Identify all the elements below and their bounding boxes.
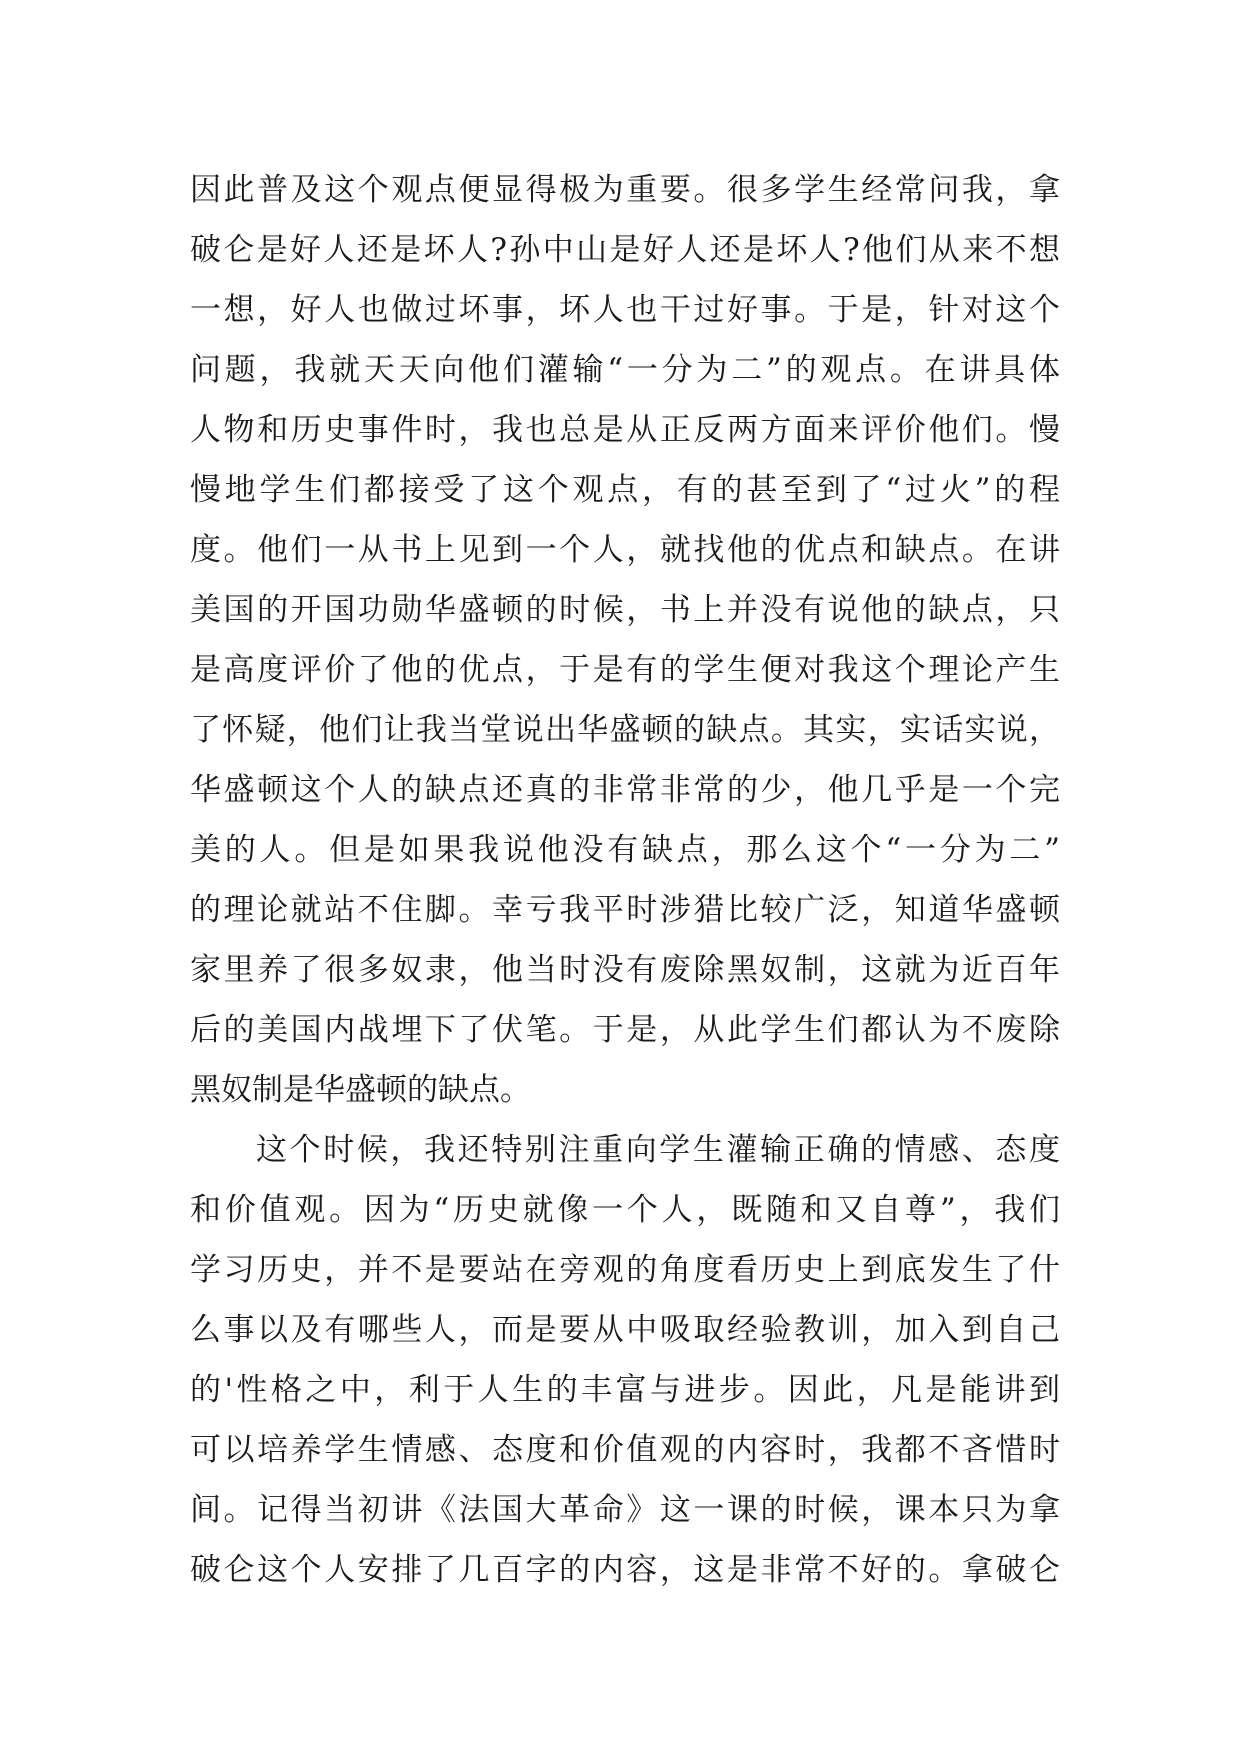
- text-line: 华盛顿这个人的缺点还真的非常非常的少，他几乎是一个完: [190, 772, 1060, 808]
- text-line: 美国的开国功勋华盛顿的时候，书上并没有说他的缺点，只: [190, 592, 1060, 628]
- text-line: 了怀疑，他们让我当堂说出华盛顿的缺点。其实，实话实说，: [190, 712, 1060, 748]
- text-line: 破仑这个人安排了几百字的内容，这是非常不好的。拿破仑: [190, 1552, 1060, 1588]
- text-line: 人物和历史事件时，我也总是从正反两方面来评价他们。慢: [190, 412, 1060, 448]
- text-line: 的'性格之中，利于人生的丰富与进步。因此，凡是能讲到: [190, 1372, 1060, 1408]
- text-line: 么事以及有哪些人，而是要从中吸取经验教训，加入到自己: [190, 1312, 1060, 1348]
- text-line: 慢地学生们都接受了这个观点，有的甚至到了“过火”的程: [190, 472, 1060, 508]
- text-line: 问题，我就天天向他们灌输“一分为二”的观点。在讲具体: [190, 352, 1060, 388]
- text-line: 破仑是好人还是坏人?孙中山是好人还是坏人?他们从来不想: [190, 232, 1060, 268]
- text-line: 学习历史，并不是要站在旁观的角度看历史上到底发生了什: [190, 1252, 1060, 1288]
- text-line: 后的美国内战埋下了伏笔。于是，从此学生们都认为不废除: [190, 1012, 1060, 1048]
- text-line: 一想，好人也做过坏事，坏人也干过好事。于是，针对这个: [190, 292, 1060, 328]
- text-line: 度。他们一从书上见到一个人，就找他的优点和缺点。在讲: [190, 532, 1060, 568]
- text-line: 和价值观。因为“历史就像一个人，既随和又自尊”，我们: [190, 1192, 1060, 1228]
- paragraph-start-line: 这个时候，我还特别注重向学生灌输正确的情感、态度: [256, 1132, 1060, 1168]
- text-line: 家里养了很多奴隶，他当时没有废除黑奴制，这就为近百年: [190, 952, 1060, 988]
- text-line: 因此普及这个观点便显得极为重要。很多学生经常问我，拿: [190, 172, 1060, 208]
- text-line: 间。记得当初讲《法国大革命》这一课的时候，课本只为拿: [190, 1492, 1060, 1528]
- text-line: 的理论就站不住脚。幸亏我平时涉猎比较广泛，知道华盛顿: [190, 892, 1060, 928]
- text-line: 是高度评价了他的优点，于是有的学生便对我这个理论产生: [190, 652, 1060, 688]
- text-line: 可以培养学生情感、态度和价值观的内容时，我都不吝惜时: [190, 1432, 1060, 1468]
- body-text: [190, 160, 1060, 1600]
- paragraph-end-line: 黑奴制是华盛顿的缺点。: [190, 1072, 531, 1108]
- text-line: 美的人。但是如果我说他没有缺点，那么这个“一分为二”: [190, 832, 1060, 868]
